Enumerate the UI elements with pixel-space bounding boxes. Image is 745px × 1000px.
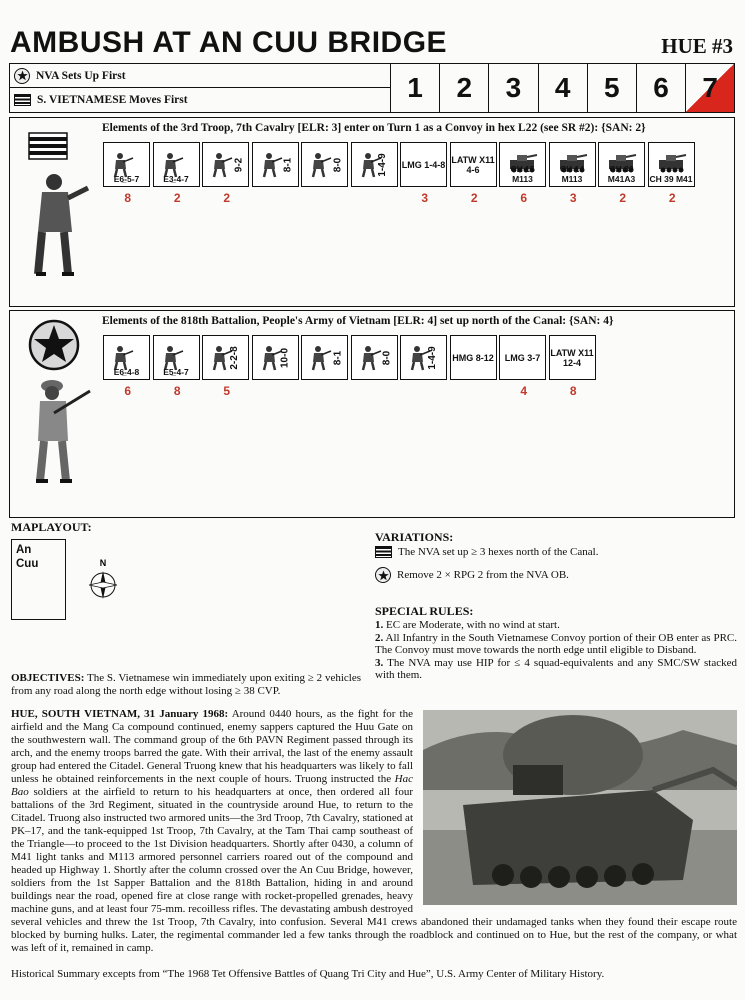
- svn-counter: [252, 142, 299, 187]
- counter-quantity: [252, 384, 302, 398]
- counter-quantity: 8: [173, 384, 181, 398]
- counter-quantity: 6: [124, 384, 132, 398]
- counter-label: 1-4-9: [426, 345, 438, 370]
- nva-star-icon: [375, 567, 391, 583]
- counter-quantity: [301, 191, 351, 205]
- scenario-id: HUE #3: [661, 34, 733, 58]
- objectives: [11, 672, 361, 697]
- counter-quantity: 2: [470, 191, 478, 205]
- source-note: Historical Summary excepts from “The 1968 Tet Offensive Battles of Quang Tri City and Hue”, U.S. Army Center of Military History.: [11, 968, 605, 980]
- turn-cell-1: 1: [390, 64, 439, 112]
- map-board-an-cuu: [11, 539, 66, 620]
- move-first-label: S. VIETNAMESE Moves First: [37, 94, 188, 106]
- counter-label: CH 15 M113: [510, 164, 535, 184]
- turn-record-track: [9, 63, 735, 113]
- counter-quantity: 4: [520, 384, 528, 398]
- counter-label: LMG 1-4-8: [401, 159, 446, 170]
- svn-counter: [648, 142, 695, 187]
- counter-label: CH 39 M41: [649, 174, 693, 184]
- counter-label: 2-2-8: [228, 345, 240, 370]
- compass-rose-icon: [86, 557, 120, 603]
- counter-label: E6̲-5-7: [113, 174, 140, 184]
- nva-counter: [351, 335, 398, 380]
- history-text: Around 0440 hours, as the fight for the airfield and the Mang Ca compound continued, enemy sappers captured the Huu Gate on the southwestern wall. The command group of the 6th PAVN Regiment passed through its arch, and the enemy troops barred the gate. With their arrival, the last of the enemy assault group had entered the Citadel. General Truong knew that his headquarters was likely to fall unless he obtained reinforcements in the next couple of hours. Truong instructed the: [11, 708, 413, 785]
- nva-counter: [103, 335, 150, 380]
- counter-label: LATW X11 12-4: [550, 347, 594, 368]
- turn-cell-4: 4: [538, 64, 587, 112]
- counter-quantity: 2: [223, 191, 231, 205]
- turn-cell-6: 6: [636, 64, 685, 112]
- svn-counter: [549, 142, 596, 187]
- m113-apc-photo: [423, 710, 737, 905]
- history-lead: HUE, SOUTH VIETNAM, 31 January 1968:: [11, 708, 229, 720]
- svn-flag-icon: [14, 94, 31, 106]
- svn-soldier-illustration: [24, 170, 94, 280]
- counter-label: LMG 3-7: [504, 352, 541, 363]
- counter-label: LATW X11 4-6: [451, 154, 495, 175]
- variation-text: The NVA set up ≥ 3 hexes north of the Canal.: [398, 546, 599, 558]
- special-rules-list: [375, 619, 737, 682]
- counter-label: CH 30 M41A3: [607, 164, 636, 184]
- nva-star-icon: [14, 68, 30, 84]
- turn-cell-5: 5: [587, 64, 636, 112]
- counter-quantity: [351, 384, 401, 398]
- counter-label: 8-0: [381, 350, 393, 365]
- nva-counter: [450, 335, 497, 380]
- nva-soldier-illustration: [24, 377, 94, 487]
- svn-quantity-row: [103, 191, 697, 205]
- turn-cells: [390, 64, 734, 112]
- counter-label: E5̲-4-7: [163, 367, 189, 377]
- nva-counter: [252, 335, 299, 380]
- map-board-label: An Cuu: [16, 544, 39, 570]
- counter-label: CH 14 M113: [559, 164, 585, 184]
- objectives-label: OBJECTIVES:: [11, 672, 85, 684]
- svn-counter: [301, 142, 348, 187]
- nva-counter: [202, 335, 249, 380]
- turn-cell-7: 7: [685, 64, 734, 112]
- rule-number: 2.: [375, 631, 384, 644]
- counter-quantity: 8: [569, 384, 577, 398]
- nva-quantity-row: [103, 384, 598, 398]
- variation-nva: [375, 567, 569, 583]
- map-layout-label: MAPLAYOUT:: [11, 520, 92, 534]
- counter-label: 9-2: [233, 157, 245, 172]
- counter-label: HMG 8-12: [452, 352, 494, 363]
- nva-ob-heading: Elements of the 818th Battalion, People's Army of Vietnam [ELR: 4] set up north of the Canal: {SAN: 4}: [102, 315, 614, 327]
- counter-label: 8-0: [332, 157, 344, 172]
- svn-counter: [202, 142, 249, 187]
- counter-label: 1-4-9: [377, 152, 389, 177]
- turn-cell-3: 3: [488, 64, 537, 112]
- move-first-row: [10, 88, 390, 112]
- special-rule: [375, 619, 737, 632]
- rule-number: 3.: [375, 656, 384, 669]
- counter-label: E6̲-4-8: [113, 367, 140, 377]
- objectives-text: The S. Vietnamese win immediately upon exiting ≥ 2 vehicles from any road along the north edge without losing ≥ 38 CVP.: [11, 672, 361, 697]
- counter-quantity: 3: [569, 191, 577, 205]
- counter-quantity: 2: [173, 191, 181, 205]
- variations-label: VARIATIONS:: [375, 530, 454, 544]
- counter-quantity: [450, 384, 500, 398]
- counter-label: E3̲-4-7: [163, 174, 189, 184]
- special-rules-label: SPECIAL RULES:: [375, 604, 474, 618]
- counter-quantity: [351, 191, 401, 205]
- rule-text: All Infantry in the South Vietnamese Convoy portion of their OB enter as PRC. The Convoy must move towards the north edge until eligible to Disband.: [375, 631, 737, 656]
- nva-counter: [499, 335, 546, 380]
- svn-counter: [400, 142, 447, 187]
- variation-svn: [375, 546, 598, 558]
- nva-counter-row: [103, 335, 598, 380]
- rule-text: EC are Moderate, with no wind at start.: [386, 619, 560, 631]
- setup-first-label: NVA Sets Up First: [36, 69, 126, 82]
- svn-counter: [598, 142, 645, 187]
- counter-quantity: 2: [668, 191, 676, 205]
- history-text-cont: soldiers at the airfield to return to his headquarters at once, then ordered all four battalions of the 3rd Regiment, situated in the countryside around Hue, to return to the Citadel. Truong also instructed two armored units—the 3rd Troop, 7th Cavalry, stationed at PK–17, and the tank-equipped 1st Troop, 7th Cavalry, at the Tam Thai camp southeast of the Triangle—to proceed to the 1st Division headquarters. Shortly after 0430, a column of M41 light tanks and M113 armored personnel carriers roared out of the compound and headed up Highway 1. Shortly after the column crossed over the An Cuu Bridge, however, soldiers from the 1st Sapper Battalion and the 818th Battalion, hiding in and around buildings near the road, opened fire at close range with rocket-propelled grenades, heavy machine guns, and at least four 75-mm. recoilless rifles. The devastating ambush destroyed several vehicles and threw the 1st Troop, 7th Cavalry, into confusion. Several M41 crews abandoned their undamaged tanks when they found their escape route blocked by burning hulks. Later, the regimental commander led a few tanks through the roadblock and continued on to Hue, but the rest of the company, or what was left of it, remained in camp.: [11, 786, 737, 954]
- svn-counter: [153, 142, 200, 187]
- nva-counter: [301, 335, 348, 380]
- svn-order-of-battle: [9, 117, 735, 307]
- svn-flag-icon: [28, 132, 68, 160]
- counter-quantity: 8: [124, 191, 132, 205]
- counter-quantity: 2: [619, 191, 627, 205]
- counter-quantity: 3: [421, 191, 429, 205]
- counter-quantity: 6: [520, 191, 528, 205]
- rule-number: 1.: [375, 619, 384, 631]
- rule-text: The NVA may use HIP for ≤ 4 squad-equivalents and any SMC/SW stacked with them.: [375, 656, 738, 681]
- nva-order-of-battle: [9, 310, 735, 518]
- counter-label: 10-0: [279, 347, 291, 368]
- nva-counter: [400, 335, 447, 380]
- scenario-title: AMBUSH AT AN CUU BRIDGE: [10, 26, 448, 59]
- turn-cell-2: 2: [439, 64, 488, 112]
- counter-label: 8-1: [282, 157, 294, 172]
- setup-first-row: [10, 64, 390, 88]
- nva-counter: [549, 335, 596, 380]
- counter-quantity: [301, 384, 351, 398]
- special-rule: [375, 657, 737, 682]
- counter-quantity: 5: [223, 384, 231, 398]
- counter-quantity: [252, 191, 302, 205]
- svn-counter: [450, 142, 497, 187]
- svn-ob-heading: Elements of the 3rd Troop, 7th Cavalry [ELR: 3] enter on Turn 1 as a Convoy in hex L22 (see SR #2): {SAN: 2}: [102, 122, 646, 134]
- nva-star-emblem-icon: [28, 319, 80, 371]
- svn-counter: [499, 142, 546, 187]
- svn-counter: [351, 142, 398, 187]
- svn-counter: [103, 142, 150, 187]
- counter-quantity: [400, 384, 450, 398]
- history-italic: Hac Bao: [11, 773, 413, 798]
- historical-summary: [11, 708, 737, 955]
- compass-north-label: N: [99, 558, 107, 568]
- svn-counter-row: [103, 142, 697, 187]
- variation-text: Remove 2 × RPG 2 from the NVA OB.: [397, 569, 569, 581]
- svn-flag-icon: [375, 546, 392, 558]
- nva-counter: [153, 335, 200, 380]
- counter-label: 8-1: [332, 350, 344, 365]
- special-rule: [375, 632, 737, 657]
